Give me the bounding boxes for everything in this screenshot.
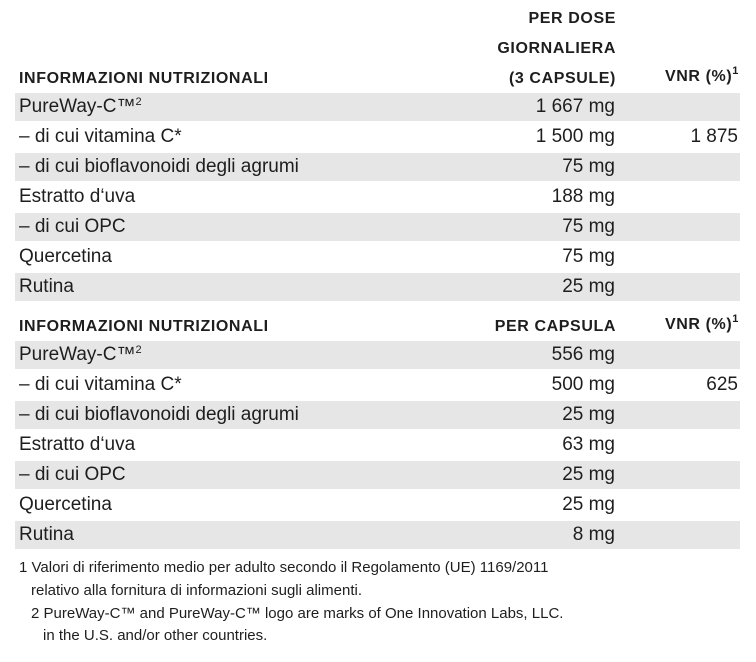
row-name-sup: 2 [135, 96, 142, 108]
row-name-text: Rutina [19, 276, 74, 297]
row-amount: 1 500 mg [535, 126, 615, 147]
row-name [19, 213, 126, 241]
row-name [19, 153, 299, 181]
footnote-1-line1: 1 Valori di riferimento medio per adulto secondo il Regolamento (UE) 1169/2011 [19, 559, 549, 576]
footnote-1-line2: relativo alla fornitura di informazioni sugli alimenti. [31, 582, 362, 599]
row-name-text: – di cui vitamina C* [19, 126, 182, 147]
table1-vnr-header [665, 66, 739, 88]
table2-vnr-header-label: VNR (%) [664, 316, 733, 333]
table-row [15, 183, 740, 211]
table-row [15, 123, 740, 151]
row-amount: 500 mg [551, 374, 615, 395]
row-name-text: – di cui bioflavonoidi degli agrumi [19, 404, 299, 425]
row-amount: 1 667 mg [535, 96, 615, 117]
row-name [19, 461, 126, 489]
row-name-sup: 2 [135, 344, 142, 356]
row-name-text: – di cui bioflavonoidi degli agrumi [19, 156, 299, 177]
table-row [15, 461, 740, 489]
table2-name-header: INFORMAZIONI NUTRIZIONALI [19, 318, 269, 335]
table-row [15, 153, 740, 181]
table1-vnr-header-label: VNR (%) [664, 68, 733, 85]
row-name [19, 371, 182, 399]
table-row [15, 213, 740, 241]
row-name-text: Rutina [19, 524, 74, 545]
row-name-text: PureWay-C™ [19, 344, 136, 365]
row-name-text: Quercetina [19, 494, 112, 515]
table1-amount-header-line2: GIORNALIERA [497, 40, 616, 57]
table2-vnr-header-sup: 1 [732, 313, 739, 325]
row-name-text: – di cui vitamina C* [19, 374, 182, 395]
row-name [19, 93, 142, 121]
row-amount: 75 mg [562, 246, 615, 267]
row-name [19, 273, 74, 301]
table-row [15, 491, 740, 519]
row-name [19, 243, 112, 271]
row-amount: 25 mg [562, 464, 615, 485]
row-amount: 63 mg [562, 434, 615, 455]
table1-amount-header-line3: (3 CAPSULE) [508, 70, 616, 87]
table-row [15, 431, 740, 459]
table-row [15, 371, 740, 399]
row-name [19, 521, 74, 549]
row-name-text: Quercetina [19, 246, 112, 267]
table-row [15, 401, 740, 429]
row-name [19, 431, 135, 459]
row-name-text: Estratto d‘uva [19, 186, 136, 207]
row-vnr: 625 [706, 374, 738, 395]
row-amount: 556 mg [551, 344, 615, 365]
row-name [19, 491, 112, 519]
footnote-2-line1: 2 PureWay-C™ and PureWay-C™ logo are marks of One Innovation Labs, LLC. [31, 605, 564, 622]
row-amount: 25 mg [562, 494, 615, 515]
row-name-text: PureWay-C™ [19, 96, 136, 117]
row-name [19, 401, 299, 429]
table-row [15, 273, 740, 301]
row-amount: 8 mg [572, 524, 615, 545]
row-amount: 188 mg [551, 186, 615, 207]
row-name [19, 183, 135, 211]
table2-amount-header: PER CAPSULA [494, 318, 616, 335]
table1-name-header: INFORMAZIONI NUTRIZIONALI [19, 70, 269, 87]
table2-vnr-header [665, 314, 739, 336]
row-amount: 75 mg [562, 216, 615, 237]
row-name-text: – di cui OPC [19, 216, 126, 237]
row-name [19, 341, 142, 369]
row-vnr: 1 875 [690, 126, 738, 147]
table1-amount-header-line1: PER DOSE [528, 10, 616, 27]
table1-vnr-header-sup: 1 [732, 65, 739, 77]
footnote-2-line2: in the U.S. and/or other countries. [43, 627, 268, 644]
row-name-text: – di cui OPC [19, 464, 126, 485]
row-amount: 75 mg [562, 156, 615, 177]
row-name-text: Estratto d‘uva [19, 434, 136, 455]
table-row [15, 243, 740, 271]
row-amount: 25 mg [562, 404, 615, 425]
table-row [15, 341, 740, 369]
row-name [19, 123, 182, 151]
table-row [15, 521, 740, 549]
row-amount: 25 mg [562, 276, 615, 297]
table-row [15, 93, 740, 121]
